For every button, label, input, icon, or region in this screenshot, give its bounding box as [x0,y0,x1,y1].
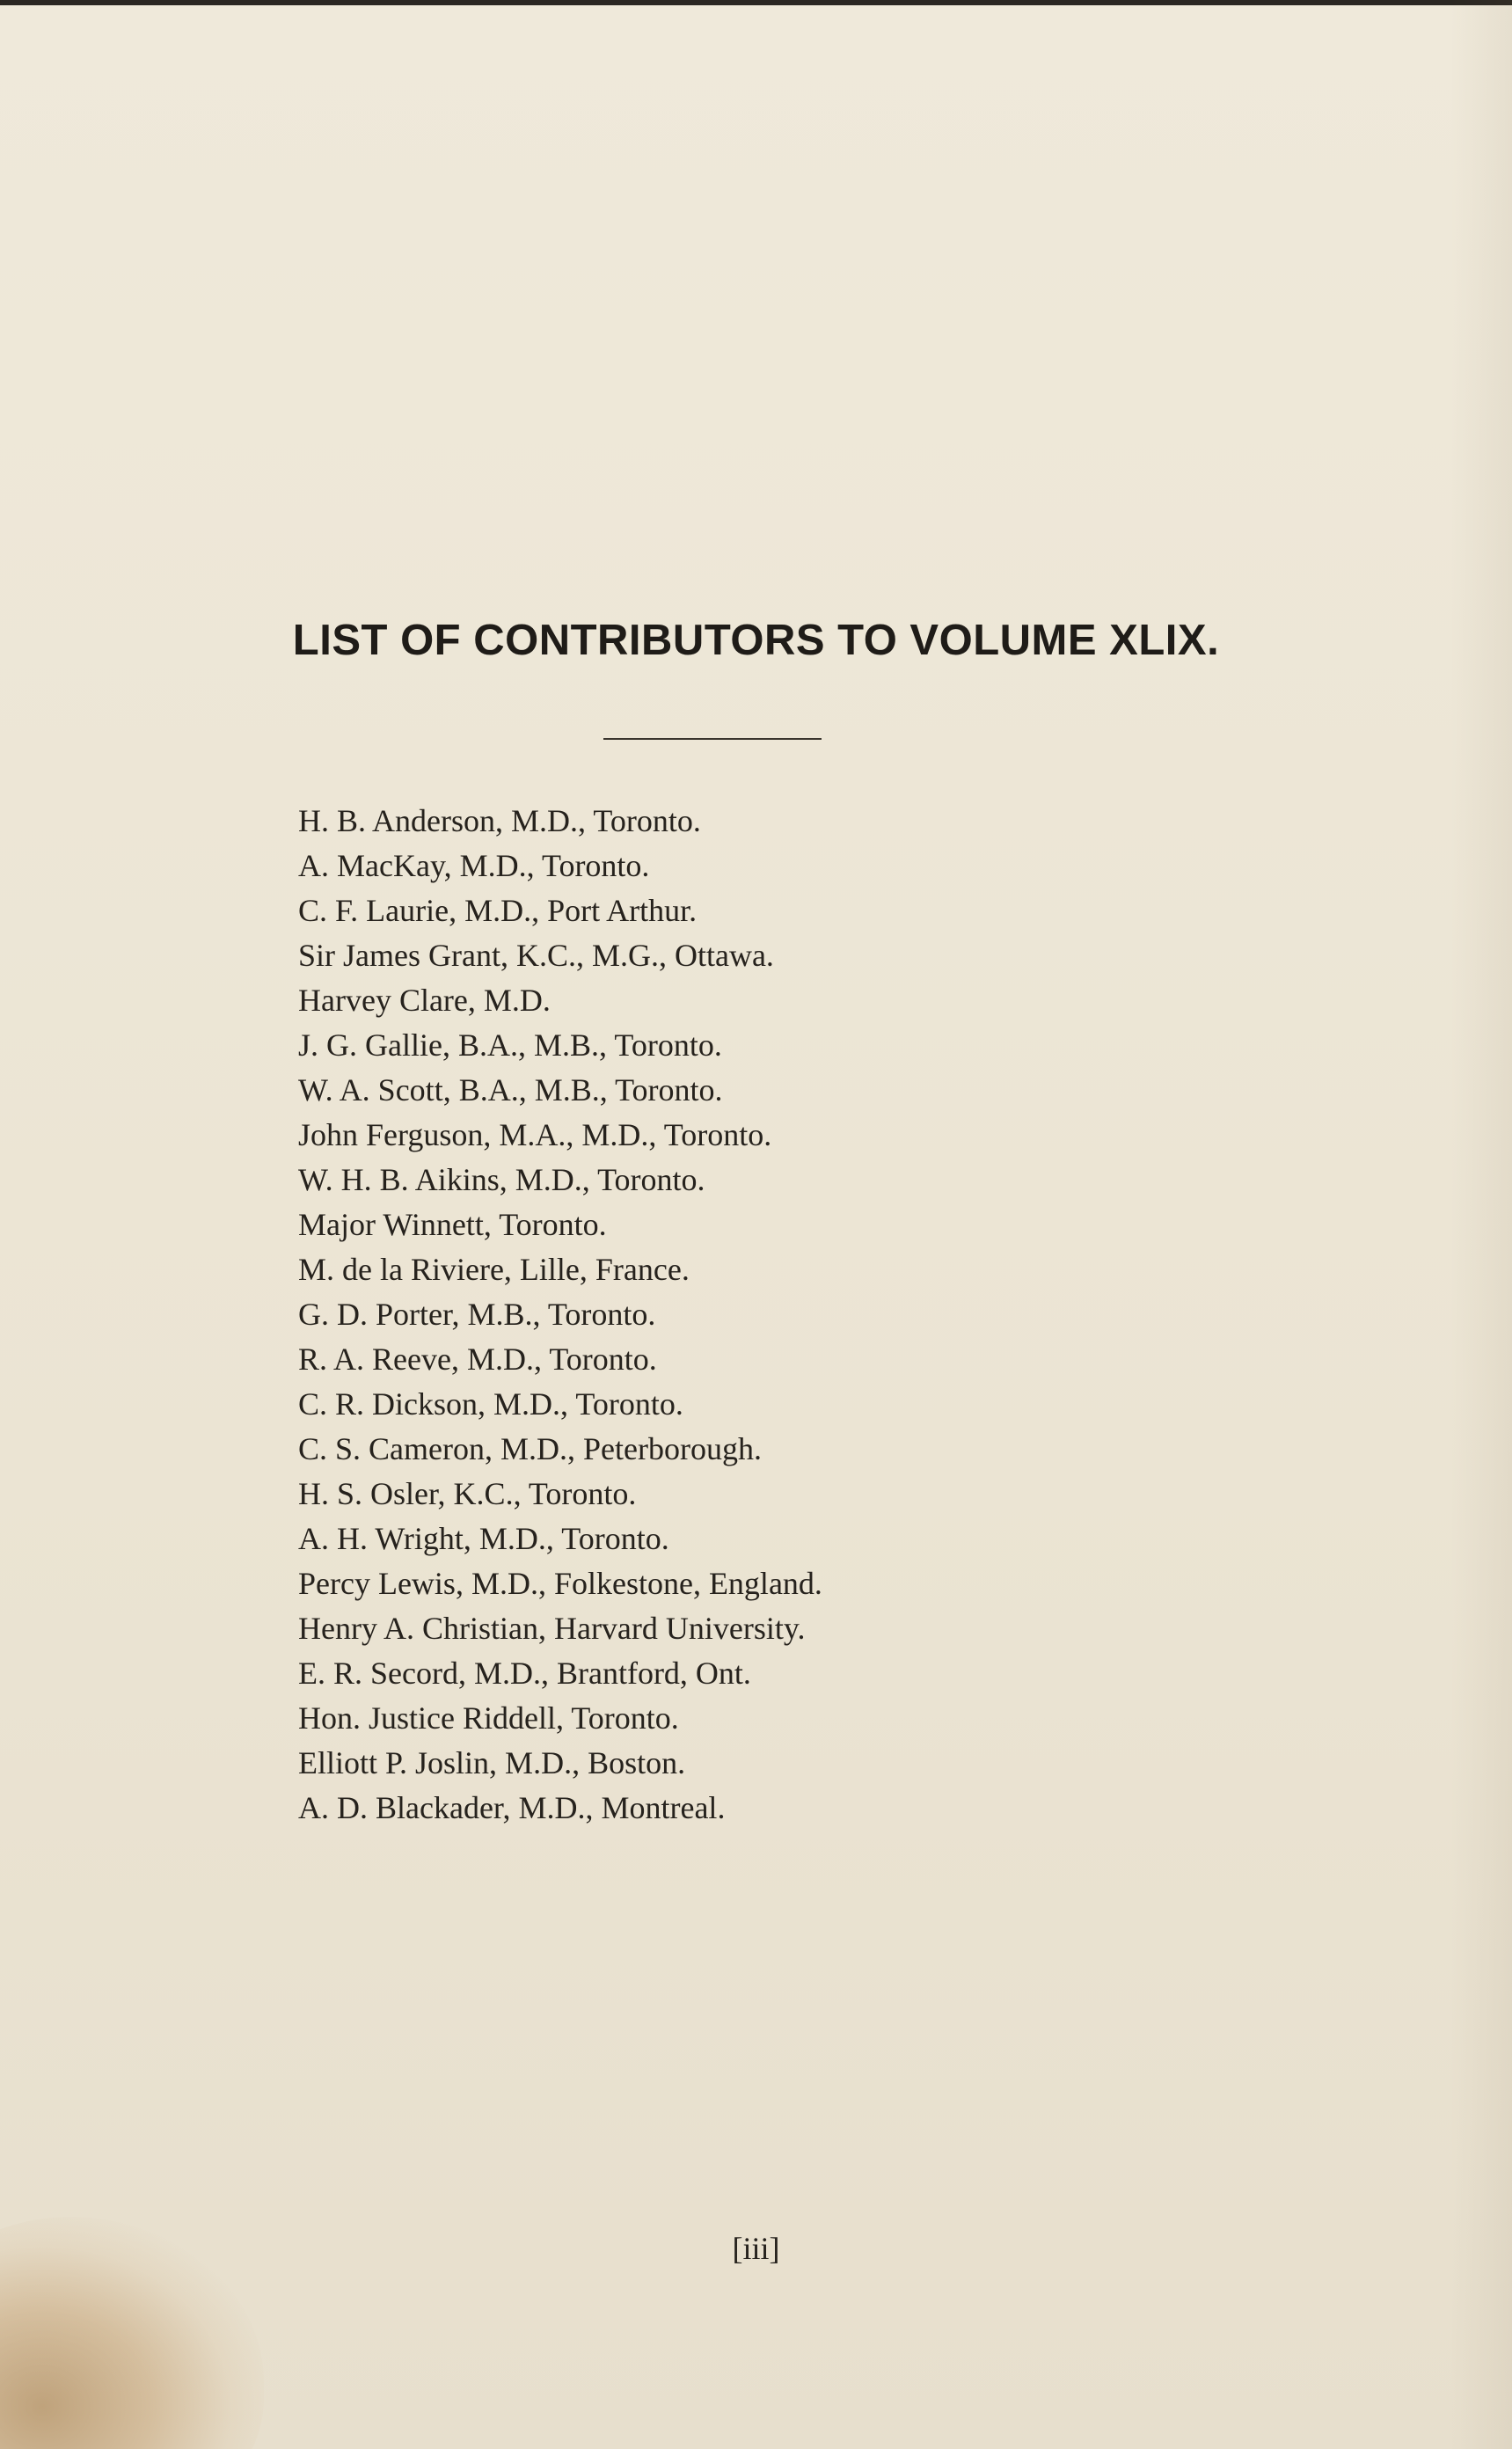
list-item: John Ferguson, M.A., M.D., Toronto. [298,1117,772,1152]
list-item: W. A. Scott, B.A., M.B., Toronto. [298,1072,723,1108]
list-item: W. H. B. Aikins, M.D., Toronto. [298,1162,705,1197]
list-item: C. S. Cameron, M.D., Peterborough. [298,1431,762,1466]
list-item: C. R. Dickson, M.D., Toronto. [298,1386,683,1422]
list-item: H. B. Anderson, M.D., Toronto. [298,803,701,838]
list-item: A. MacKay, M.D., Toronto. [298,848,650,883]
list-item: C. F. Laurie, M.D., Port Arthur. [298,893,698,928]
page-number: [iii] [732,2231,780,2266]
list-item: Percy Lewis, M.D., Folkestone, England. [298,1566,822,1601]
list-item: H. S. Osler, K.C., Toronto. [298,1476,637,1511]
list-item: Henry A. Christian, Harvard University. [298,1611,806,1646]
list-item: A. H. Wright, M.D., Toronto. [298,1521,669,1556]
page-shading [1450,0,1512,2449]
contributor-list [298,799,822,1831]
list-item: Hon. Justice Riddell, Toronto. [298,1700,679,1736]
list-item: Sir James Grant, K.C., M.G., Ottawa. [298,938,774,973]
list-item: Harvey Clare, M.D. [298,983,551,1018]
page-top-edge [0,0,1512,5]
list-item: R. A. Reeve, M.D., Toronto. [298,1341,657,1377]
list-item: E. R. Secord, M.D., Brantford, Ont. [298,1656,751,1691]
divider-rule [603,738,822,740]
list-item: A. D. Blackader, M.D., Montreal. [298,1790,726,1825]
list-item: Elliott P. Joslin, M.D., Boston. [298,1745,686,1780]
list-item: J. G. Gallie, B.A., M.B., Toronto. [298,1027,722,1063]
list-item: M. de la Riviere, Lille, France. [298,1252,690,1287]
list-item: G. D. Porter, M.B., Toronto. [298,1297,656,1332]
page-title: LIST OF CONTRIBUTORS TO VOLUME XLIX. [292,617,1220,664]
list-item: Major Winnett, Toronto. [298,1207,607,1242]
